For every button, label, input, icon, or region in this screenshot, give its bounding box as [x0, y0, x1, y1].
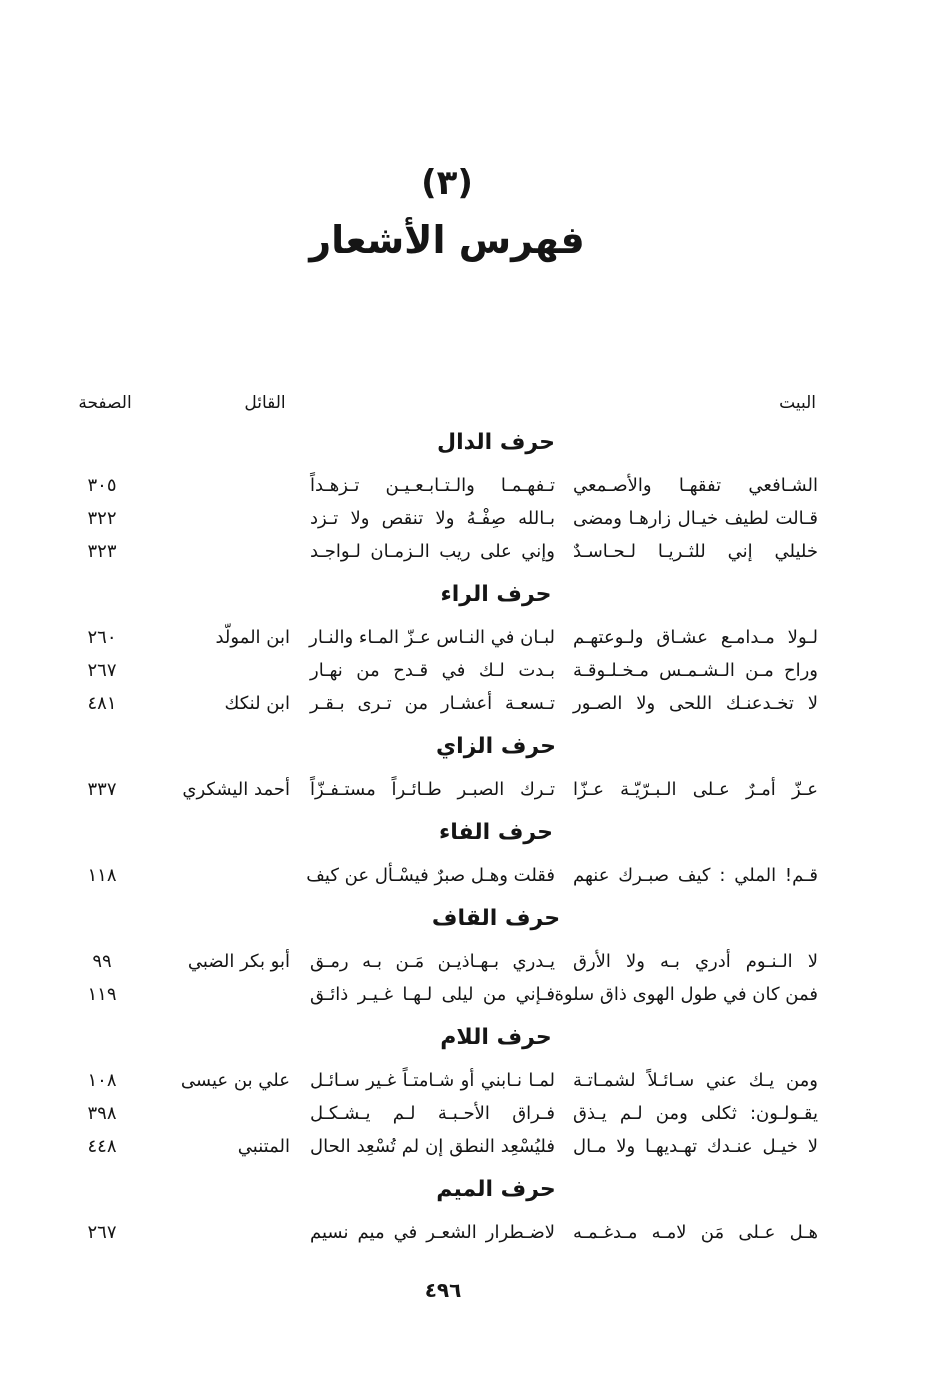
first-hemistich: فمن كان في طول الهوى ذاق سلوة — [554, 984, 818, 1005]
second-hemistich: بـالله صِفْـهُ ولا تنقص ولا تـزد — [310, 508, 555, 529]
first-hemistich: خليلي إني للثـريـا لـحـاسـدٌ — [573, 541, 818, 562]
second-hemistich: لاضـطرار الشعـر في ميم نسيم — [310, 1222, 555, 1243]
first-hemistich: ومن يـك عني سـائـلاً لشمـاتـة — [573, 1070, 818, 1091]
poet-name — [140, 535, 290, 568]
page-reference: ١١٩ — [87, 984, 117, 1005]
index-row — [0, 859, 940, 892]
index-row — [0, 773, 940, 806]
second-hemistich: فليُسْعِد النطق إن لم تُسْعِد الحال — [310, 1136, 555, 1157]
poet-name: أبو بكر الضبي — [187, 951, 290, 972]
second-hemistich: يـدري بـهـاذيـن مَـن بـه رمـق — [310, 951, 555, 972]
second-hemistich: فقلت وهـل صبرٌ فيسْـأل عن كيف — [306, 865, 555, 886]
first-hemistich: قـم! الملي : كيف صبـرك عنهم — [573, 865, 818, 886]
poet-name — [140, 978, 290, 1011]
index-row — [0, 945, 940, 978]
poet-name — [140, 1216, 290, 1249]
second-hemistich: وإني على ريب الـزمـان لـواجـد — [310, 541, 555, 562]
index-row — [0, 1130, 940, 1163]
section-heading: حرف الفاء — [439, 820, 553, 845]
index-row — [0, 502, 940, 535]
second-hemistich: تـرك الصبـر طـائـراً مستـفـزّاً — [310, 779, 555, 800]
page-reference: ٤٤٨ — [87, 1136, 117, 1157]
first-hemistich: لا الـنـوم أدري بـه ولا الأرق — [573, 951, 818, 972]
second-hemistich: تـفهـمـا والـتـابـعـيـن تـزهـداً — [310, 475, 555, 496]
poet-name — [140, 1097, 290, 1130]
page-reference: ٢٦٧ — [87, 1222, 117, 1243]
page-reference: ٣٣٧ — [87, 779, 117, 800]
first-hemistich: عـزّ أمـرٌ عـلى الـبـرّيّـة عـزّا — [573, 779, 818, 800]
index-row — [0, 978, 940, 1011]
page-reference: ٢٦٧ — [87, 660, 117, 681]
poet-name: المتنبي — [237, 1136, 290, 1157]
index-row — [0, 687, 940, 720]
poet-name — [140, 469, 290, 502]
index-row — [0, 535, 940, 568]
poet-name: ابن لنكك — [224, 693, 290, 714]
first-hemistich: لا خيـل عنـدك تهـديهـا ولا مـال — [573, 1136, 818, 1157]
appendix-number: (٣) — [421, 163, 473, 203]
poet-name: علي بن عيسى — [180, 1070, 290, 1091]
index-row — [0, 621, 940, 654]
page-reference: ٣٩٨ — [87, 1103, 117, 1124]
first-hemistich: لا تخـدعنـك اللحى ولا الصـور — [573, 693, 818, 714]
poet-name — [140, 859, 290, 892]
section-heading: حرف الميم — [436, 1177, 556, 1202]
section-heading: حرف القاف — [431, 906, 561, 931]
first-hemistich: الشـافعي تفقهـا والأصـمعي — [573, 475, 818, 496]
second-hemistich: تـسعـة أعشـار من تـرى بـقـر — [310, 693, 555, 714]
index-row — [0, 1064, 940, 1097]
index-row — [0, 469, 940, 502]
page-number: ٤٩٦ — [424, 1278, 462, 1302]
section-heading: حرف الراء — [440, 582, 552, 607]
first-hemistich: قـالت لطيف خيـال زارهـا ومضى — [573, 508, 818, 529]
page-reference: ٤٨١ — [87, 693, 117, 714]
second-hemistich: لبـان في النـاس عـزّ المـاء والنـار — [309, 627, 555, 648]
column-header-verse: البيت — [779, 393, 816, 413]
second-hemistich: لمـا نـابني أو شـامتـاً غـير سـائـل — [310, 1070, 555, 1091]
poet-name — [140, 654, 290, 687]
index-row — [0, 1216, 940, 1249]
column-header-poet: القائل — [244, 393, 286, 413]
second-hemistich: فـإني من ليلى لـهـا غـيـر ذائـق — [310, 984, 555, 1005]
poet-name: ابن المولّد — [215, 627, 290, 648]
section-heading: حرف الزاي — [436, 734, 556, 759]
first-hemistich: هـل عـلى مَن لامـه مـدغـمـه — [573, 1222, 818, 1243]
poet-name — [140, 502, 290, 535]
page-reference: ١١٨ — [87, 865, 117, 886]
page-title: فهرس الأشعار — [309, 218, 585, 262]
page-reference: ٢٦٠ — [87, 627, 117, 648]
page-reference: ٣٠٥ — [87, 475, 117, 496]
first-hemistich: لـولا مـدامـع عشـاق ولـوعتهـم — [573, 627, 818, 648]
page-reference: ٣٢٢ — [87, 508, 117, 529]
first-hemistich: وراح مـن الـشـمـس مـخـلـوقـة — [573, 660, 818, 681]
page-reference: ١٠٨ — [87, 1070, 117, 1091]
index-row — [0, 654, 940, 687]
poet-name: أحمد اليشكري — [182, 779, 290, 800]
column-header-page: الصفحة — [78, 393, 132, 413]
section-heading: حرف الدال — [437, 430, 555, 455]
index-row — [0, 1097, 940, 1130]
second-hemistich: بـدت لـك في قـدح من نهـار — [310, 660, 555, 681]
section-heading: حرف اللام — [440, 1025, 552, 1050]
second-hemistich: فـراق الأحـبـة لـم يـشـكـل — [310, 1103, 555, 1124]
page-reference: ٩٩ — [92, 951, 112, 972]
first-hemistich: يقـولـون: ثكلى ومن لـم يـذق — [573, 1103, 818, 1124]
page-reference: ٣٢٣ — [87, 541, 117, 562]
poetry-index — [0, 416, 940, 1249]
